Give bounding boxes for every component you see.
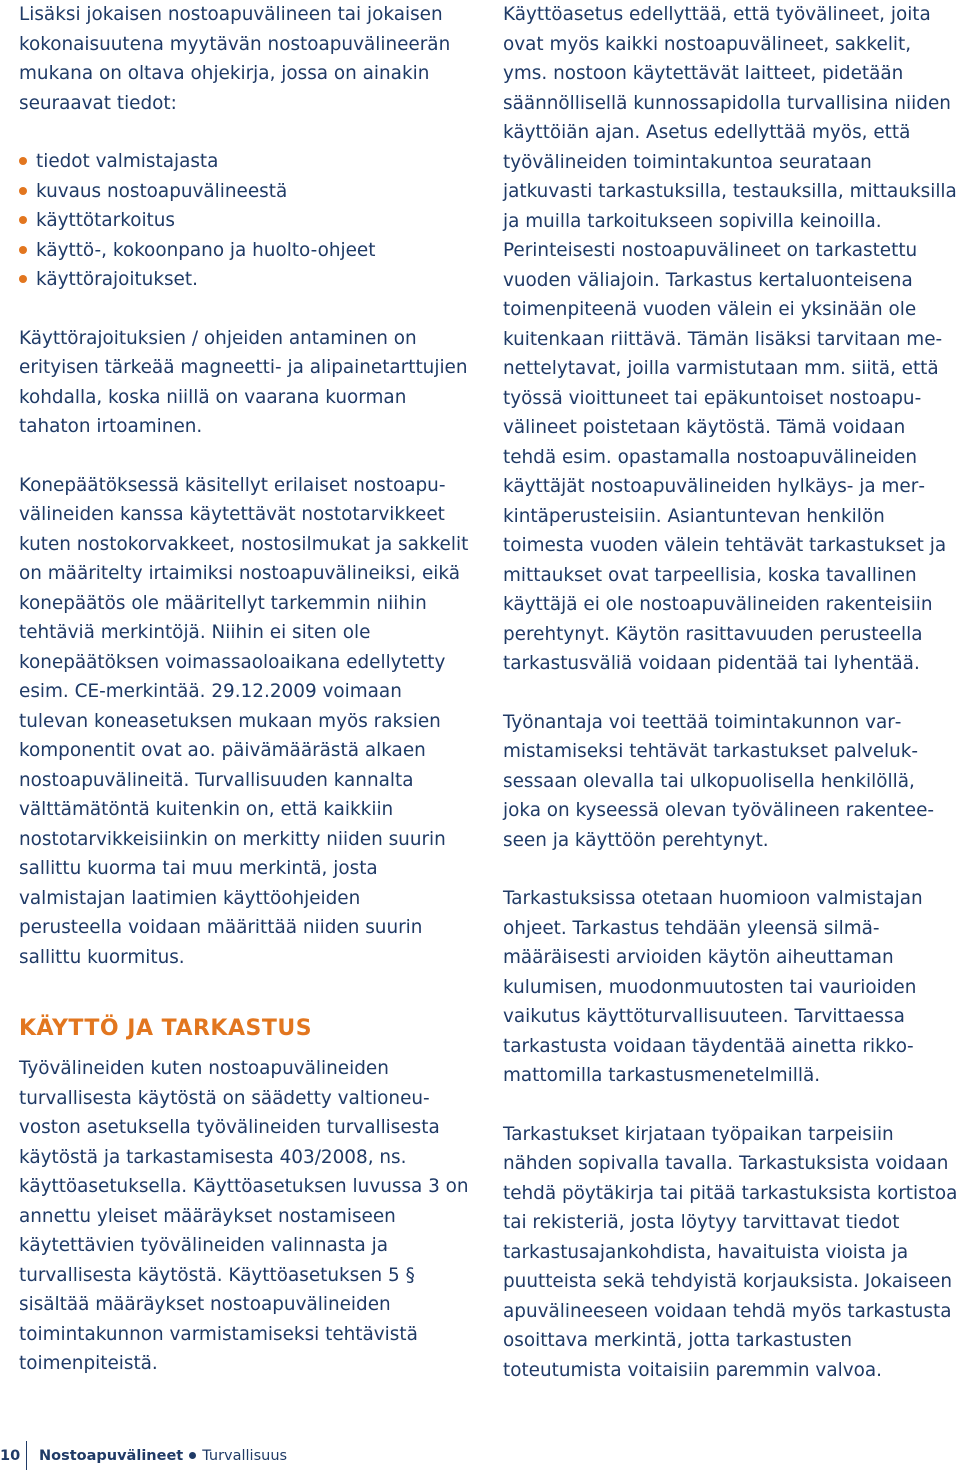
bullet-dot-icon [19,246,27,254]
intro-paragraph: Lisäksi jokaisen nostoapuvälineen tai jokaisen kokonaisuutena myytävän nostoapuvälineerän mukana on oltava ohjekirja, jossa on ainakin seuraavat tiedot: [19,4,451,114]
section-title: Turvallisuus [202,1447,288,1464]
bullet-dot-icon [19,187,27,195]
machine-decision-paragraph: Konepäätöksessä käsitellyt erilaiset nostoapuvälineiden kanssa käytettävät nostotarvikkeet kuten nostokorvakkeet, nostosilmukat ja sakkelit on määritelty irtaimiksi nostoapuvälineiksi, eikä konepäätös ole määritellyt tarkemmin niihin tehtäviä merkintöjä. Niihin ei siten ole konepäätöksen voimassaoloaikana edellytetty esim. CE-merkintää. 29.12.2009 voimaan tulevan koneasetuksen mukaan myös raksien komponentit ovat ao. päivämäärästä alkaen nostoapuvälineitä. Turvallisuuden kannalta välttämätöntä kuitenkin on, että kaikkiin nostotarvikkeisiinkin on merkitty niiden suurin sallittu kuorma tai muu merkintä, josta valmistajan laatimien käyttöohjeiden perusteella voidaan määrittää niiden suurin sallittu kuormitus. [19,474,469,968]
page-number: 10 [0,1447,21,1464]
bullet-item: tiedot valmistajasta [19,147,469,177]
inspection-records-paragraph: Tarkastukset kirjataan työpaikan tarpeisiin nähden sopivalla tavalla. Tarkastuksista voidaan tehdä pöytäkirja tai pitää tarkastuksista kortistoa tai rekisteriä, josta löytyy tarvittavat tiedot tarkastusajankohdista, havaituista vioista ja puutteista sekä tehdyistä korjauksista. Jokaiseen apuvälineeseen voidaan tehdä myös tarkastusta osoittava merkintä, jotta tarkastusten toteutumista voitaisiin paremmin valvoa. [503,1123,958,1381]
employer-paragraph: Työnantaja voi teettää toimintakunnon varmistamiseksi tehtävät tarkastukset palveluksessaan olevalla tai ulkopuolisella henkilöllä, joka on kyseessä olevan työvälineen rakenteeseen ja käyttöön perehtynyt. [503,711,935,851]
footer-divider [26,1441,27,1470]
section-heading: KÄYTTÖ JA TARKASTUS [19,1016,313,1041]
usage-regulation-paragraph: Työvälineiden kuten nostoapuvälineiden turvallisesta käytöstä on säädetty valtioneuvoston asetuksella työvälineiden turvallisesta käytöstä ja tarkastamisesta 403/2008, ns. käyttöasetuksella. Käyttöasetuksen luvussa 3 on annettu yleiset määräykset nostamiseen käytettävien työvälineiden valinnasta ja turvallisesta käytöstä. Käyttöasetuksen 5 § sisältää määräykset nostoapuvälineiden toimintakunnon varmistamiseksi tehtävistä toimenpiteistä. [19,1058,469,1374]
bullet-dot-icon [19,157,27,165]
bullet-item: käyttörajoitukset. [19,265,469,295]
page-footer [0,1441,287,1470]
inspection-method-paragraph: Tarkastuksissa otetaan huomioon valmistajan ohjeet. Tarkastus tehdään yleensä silmämääräisesti arvioiden käytön aiheuttaman kulumisen, muodonmuutosten tai vaurioiden vaikutus käyttöturvallisuuteen. Tarvittaessa tarkastusta voidaan täydentää ainetta rikkomattomilla tarkastusmenetelmillä. [503,888,923,1086]
bullet-dot-icon [19,275,27,283]
restrictions-paragraph: Käyttörajoituksien / ohjeiden antaminen on erityisen tärkeää magneetti- ja alipainetarttujien kohdalla, koska niillä on vaarana kuorman tahaton irtoaminen. [19,327,468,437]
left-column [19,0,469,1379]
info-bullet-list [19,147,469,295]
right-column [503,0,958,1385]
bullet-item: käyttötarkoitus [19,206,469,236]
bullet-item: käyttö-, kokoonpano ja huolto-ohjeet [19,236,469,266]
publication-title: Nostoapuvälineet [39,1447,184,1464]
bullet-item: kuvaus nostoapuvälineestä [19,177,469,207]
separator-dot-icon [189,1452,196,1459]
bullet-dot-icon [19,216,27,224]
inspection-paragraph: Käyttöasetus edellyttää, että työvälineet, joita ovat myös kaikki nostoapuvälineet, sakkelit, yms. nostoon käytettävät laitteet, pidetään säännöllisellä kunnossapidolla turvallisina niiden käyttöiän ajan. Asetus edellyttää myös, että työvälineiden toimintakuntoa seurataan jatkuvasti tarkastuksilla, testauksilla, mittauksilla ja muilla tarkoitukseen sopivilla keinoilla. Perinteisesti nostoapuvälineet on tarkastettu vuoden väliajoin. Tarkastus kertaluonteisena toimenpiteenä vuoden välein ei yksinään ole kuitenkaan riittävä. Tämän lisäksi tarvitaan menettelytavat, joilla varmistutaan mm. siitä, että työssä vioittuneet tai epäkuntoiset nostoapuvälineet poistetaan käytöstä. Tämä voidaan tehdä esim. opastamalla nostoapuvälineiden käyttäjät nostoapuvälineiden hylkäys- ja merkintäperusteisiin. Asiantuntevan henkilön toimesta vuoden välein tehtävät tarkastukset ja mittaukset ovat tarpeellisia, koska tavallinen käyttäjä ei ole nostoapuvälineiden rakenteisiin perehtynyt. Käytön rasittavuuden perusteella tarkastusväliä voidaan pidentää tai lyhentää. [503,4,957,674]
